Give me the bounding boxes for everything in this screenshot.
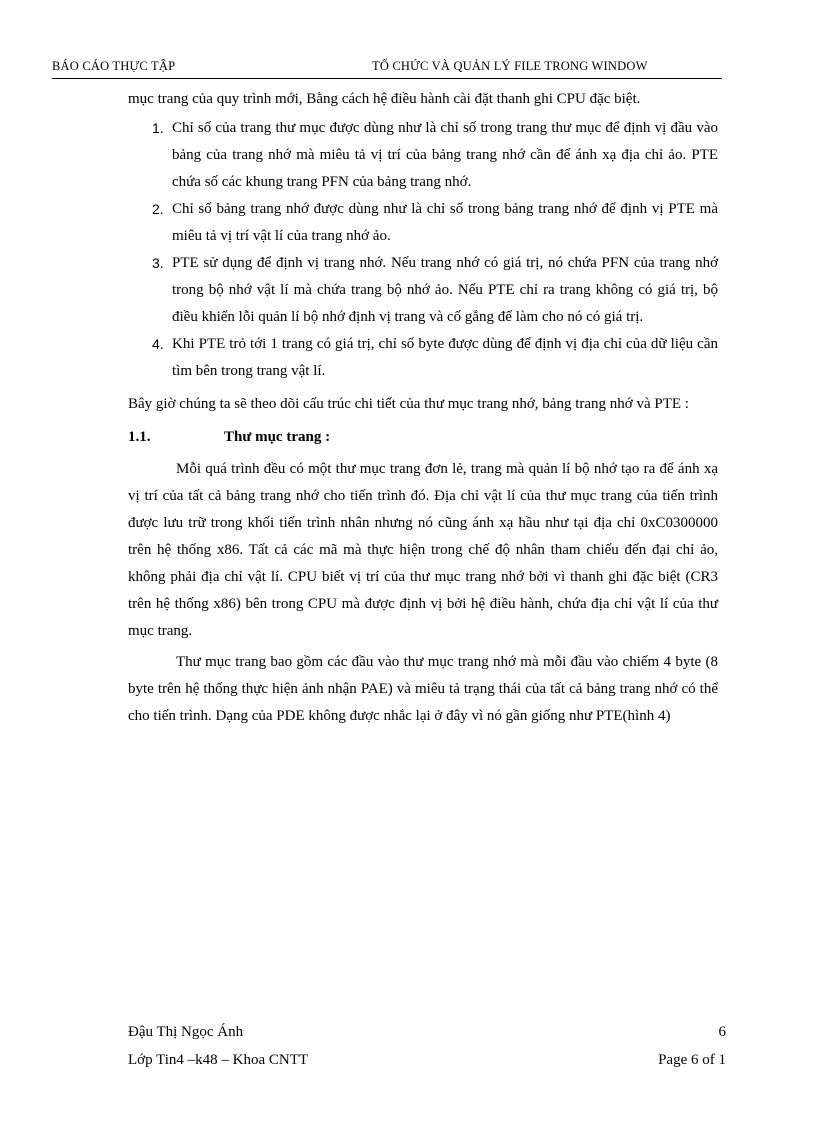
list-item-text: Chỉ số bảng trang nhớ được dùng như là chỉ số trong bảng trang nhớ để định vị PTE mà miêu tả vị trí vật lí của trang nhớ ảo. [172,201,718,244]
after-list-paragraph: Bây giờ chúng ta sẽ theo dõi cấu trúc chi tiết của thư mục trang nhớ, bảng trang nhớ và PTE : [128,396,689,412]
footer-class: Lớp Tin4 –k48 – Khoa CNTT [128,1052,309,1068]
list-item-text: Khi PTE trỏ tới 1 trang có giá trị, chỉ số byte được dùng để định vị địa chỉ của dữ liệu cần tìm bên trong trang vật lí. [172,336,718,379]
intro-paragraph: mục trang của quy trình mới, Bằng cách hệ điều hành cài đặt thanh ghi CPU đặc biệt. [128,91,641,107]
list-item [128,115,718,196]
page-header [52,58,722,79]
body-paragraph: Thư mục trang bao gồm các đầu vào thư mục trang nhớ mà mỗi đầu vào chiếm 4 byte (8 byte trên hệ thống thực hiện ảnh nhận PAE) và miêu tả trạng thái của tất cả bảng trang nhớ có thể cho tiến trình. Dạng của PDE không được nhắc lại ở đây vì nó gần giống như PTE(hình 4) [128,654,718,724]
body-paragraph: Mỗi quá trình đều có một thư mục trang đơn lẻ, trang mà quản lí bộ nhớ tạo ra để ánh xạ vị trí của tất cả bảng trang nhớ cho tiến trình đó. Địa chỉ vật lí của thư mục trang của tiến trình được lưu trữ trong khối tiến trình nhân nhưng nó cũng ánh xạ hầu như tại địa chỉ 0xC0300000 trên hệ thống x86. Tất cả các mã mà thực hiện trong chế độ nhân tham chiếu đến đại chỉ ảo, không phải địa chỉ vật lí. CPU biết vị trí của thư mục trang nhớ bởi vì thanh ghi đặc biệt (CR3 trên hệ thống x86) bên trong CPU mà được định vị bởi hệ điều hành, chứa địa chỉ vật lí của thư mục trang. [128,461,718,639]
list-item-text: Chỉ số của trang thư mục được dùng như là chỉ số trong trang thư mục để định vị đầu vào bảng của trang nhớ mà miêu tả vị trí của bảng trang nhớ cần để ánh xạ địa chỉ ảo. PTE chứa số các khung trang PFN của bảng trang nhớ. [172,120,718,190]
list-item-number: 2. [152,201,164,217]
footer-author: Đậu Thị Ngọc Ánh [128,1024,244,1040]
list-item [128,331,718,385]
list-item-number: 3. [152,255,164,271]
section-number: 1.1. [128,429,151,445]
header-left: BÁO CÁO THỰC TẬP [52,59,176,73]
section-title: Thư mục trang : [224,429,331,445]
header-right: TỔ CHỨC VÀ QUẢN LÝ FILE TRONG WINDOW [372,59,648,73]
list-item-number: 4. [152,336,164,352]
list-item [128,196,718,250]
footer-page-number: 6 [718,1024,726,1040]
list-item [128,250,718,331]
list-item-text: PTE sử dụng để định vị trang nhớ. Nếu trang nhớ có giá trị, nó chứa PFN của trang nhớ trong bộ nhớ vật lí mà chứa trang bộ nhớ ảo. Nếu PTE chỉ ra trang không có giá trị, bộ điều khiển lỗi quản lí bộ nhớ định vị trang và cố gắng để làm cho nó có giá trị. [172,255,718,325]
section-heading [128,422,718,452]
footer-page-of: Page 6 of 1 [658,1052,726,1068]
numbered-list [128,115,718,385]
document-body [128,86,718,730]
list-item-number: 1. [152,120,164,136]
